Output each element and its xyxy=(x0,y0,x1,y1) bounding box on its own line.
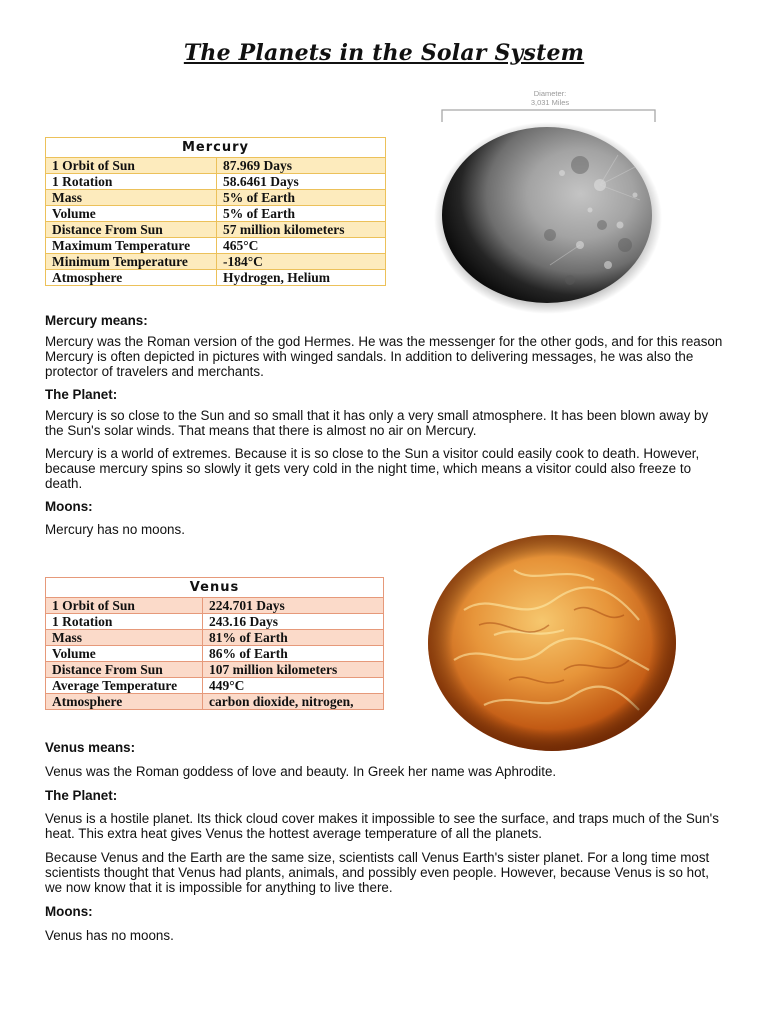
venus-facts-table xyxy=(45,577,384,710)
table-row xyxy=(46,238,386,254)
mercury-planet-paragraph-1: Mercury is so close to the Sun and so small that it has only a very small atmosphere. It has been blown away by the Sun's solar winds. That means that there is almost no air on Mercury. xyxy=(45,408,709,438)
venus-means-heading: Venus means: xyxy=(45,740,136,755)
table-row xyxy=(46,206,386,222)
table-cell-label: 1 Orbit of Sun xyxy=(46,598,203,614)
table-cell-label: 1 Orbit of Sun xyxy=(46,158,217,174)
table-cell-value: -184°C xyxy=(217,254,386,270)
table-cell-label: Maximum Temperature xyxy=(46,238,217,254)
table-cell-value: 87.969 Days xyxy=(217,158,386,174)
table-row xyxy=(46,254,386,270)
venus-planet-paragraph-2: Because Venus and the Earth are the same size, scientists call Venus Earth's sister planet. For a long time most scientists thought that Venus had plants, animals, and possibly even people. However, because Venus is so hot, we now know that it is impossible for anything to live there. xyxy=(45,850,710,895)
table-cell-value: 86% of Earth xyxy=(203,646,384,662)
venus-moons-paragraph: Venus has no moons. xyxy=(45,928,174,943)
table-cell-label: Atmosphere xyxy=(46,270,217,286)
table-row xyxy=(46,614,384,630)
diameter-label xyxy=(500,89,600,107)
table-row xyxy=(46,630,384,646)
table-cell-value: 107 million kilometers xyxy=(203,662,384,678)
mercury-moons-paragraph: Mercury has no moons. xyxy=(45,522,185,537)
venus-planet-paragraph-1: Venus is a hostile planet. Its thick cloud cover makes it impossible to see the surface, and traps much of the Sun's heat. This extra heat gives Venus the hottest average temperature of all the planets. xyxy=(45,811,719,841)
table-row xyxy=(46,694,384,710)
table-row xyxy=(46,662,384,678)
table-cell-value: 224.701 Days xyxy=(203,598,384,614)
venus-text-section xyxy=(45,740,725,943)
mercury-means-heading: Mercury means: xyxy=(45,313,148,328)
mercury-table-header-row xyxy=(46,138,386,158)
mercury-means-paragraph: Mercury was the Roman version of the god Hermes. He was the messenger for the other gods, and for this reason Mercury is often depicted in pictures with winged sandals. In addition to delivering messages, he was also the protector of travelers and merchants. xyxy=(45,334,723,379)
venus-table-header-row xyxy=(46,578,384,598)
table-cell-label: Distance From Sun xyxy=(46,222,217,238)
document-title: The Planets in the Solar System xyxy=(183,40,585,66)
table-cell-value: 5% of Earth xyxy=(217,190,386,206)
table-cell-label: Mass xyxy=(46,190,217,206)
venus-table-title: Venus xyxy=(46,578,384,598)
table-row xyxy=(46,190,386,206)
table-cell-label: 1 Rotation xyxy=(46,174,217,190)
mercury-text-section xyxy=(45,313,725,537)
table-row xyxy=(46,678,384,694)
table-cell-value: 57 million kilometers xyxy=(217,222,386,238)
table-row xyxy=(46,158,386,174)
table-row xyxy=(46,598,384,614)
table-cell-label: 1 Rotation xyxy=(46,614,203,630)
venus-planet-heading: The Planet: xyxy=(45,788,118,803)
table-cell-value: 58.6461 Days xyxy=(217,174,386,190)
table-cell-value: 81% of Earth xyxy=(203,630,384,646)
table-cell-value: carbon dioxide, nitrogen, xyxy=(203,694,384,710)
table-cell-value: 5% of Earth xyxy=(217,206,386,222)
table-row xyxy=(46,222,386,238)
table-cell-value: Hydrogen, Helium xyxy=(217,270,386,286)
diameter-label-line-2: 3,031 Miles xyxy=(530,98,570,107)
mercury-moons-heading: Moons: xyxy=(45,499,93,514)
table-cell-label: Average Temperature xyxy=(46,678,203,694)
venus-moons-heading: Moons: xyxy=(45,904,93,919)
table-cell-label: Volume xyxy=(46,206,217,222)
venus-means-paragraph: Venus was the Roman goddess of love and beauty. In Greek her name was Aphrodite. xyxy=(45,764,557,779)
table-row xyxy=(46,270,386,286)
table-cell-label: Mass xyxy=(46,630,203,646)
table-cell-label: Atmosphere xyxy=(46,694,203,710)
table-cell-value: 243.16 Days xyxy=(203,614,384,630)
table-cell-label: Volume xyxy=(46,646,203,662)
table-cell-value: 449°C xyxy=(203,678,384,694)
table-row xyxy=(46,174,386,190)
table-row xyxy=(46,646,384,662)
mercury-planet-paragraph-2: Mercury is a world of extremes. Because it is so close to the Sun a visitor could easily cook to death. However, because mercury spins so slowly it gets very cold in the night time, which means a visitor could also freeze to death. xyxy=(45,446,700,491)
venus-planet-image xyxy=(424,530,680,756)
mercury-planet-image xyxy=(430,115,670,315)
table-cell-label: Minimum Temperature xyxy=(46,254,217,270)
diameter-label-line-1: Diameter: xyxy=(533,89,567,98)
table-cell-label: Distance From Sun xyxy=(46,662,203,678)
mercury-table-title: Mercury xyxy=(46,138,386,158)
table-cell-value: 465°C xyxy=(217,238,386,254)
mercury-facts-table xyxy=(45,137,386,286)
mercury-planet-heading: The Planet: xyxy=(45,387,118,402)
